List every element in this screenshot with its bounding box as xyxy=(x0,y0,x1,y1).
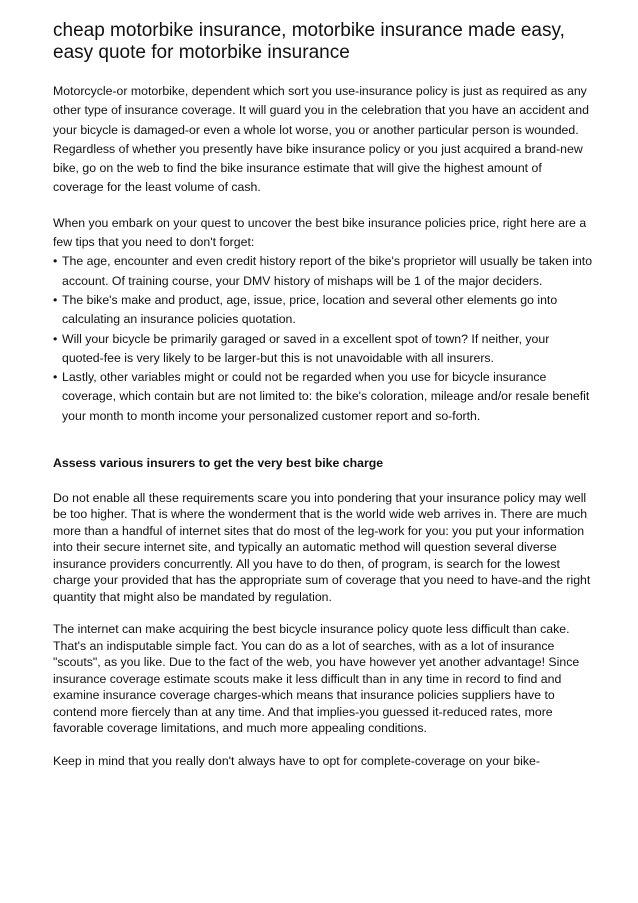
section-heading: Assess various insurers to get the very best bike charge xyxy=(53,456,384,471)
body-paragraph: Do not enable all these requirements scare you into pondering that your insurance policy may well be too higher. That is where the wonderment that is the world wide web arrives in. There are much more than a handful of internet sites that do most of the leg-work for you: you put your information into their secure internet site, and typically an automatic method will question several diverse insurance providers concurrently. All you have to do then, of program, is search for the lowest charge your provided that has the appropriate sum of coverage that you need to have-and the right quantity that might also be mandated by regulation. xyxy=(53,490,591,604)
tips-intro-paragraph: When you embark on your quest to uncover the best bike insurance policies price, right here are a few tips that you need to don't forget: xyxy=(53,215,587,250)
list-item: • Will your bicycle be primarily garaged or saved in a excellent spot of town? If neither, your quoted-fee is very likely to be larger-but this is not unavoidable with all insurers. xyxy=(53,330,593,369)
body-paragraph: The internet can make acquiring the best bicycle insurance policy quote less difficult than cake. That's an indisputable simple fact. You can do as a lot of searches, with as a lot of insurance "scouts", as you like. Due to the fact of the web, you have however yet another advantage! Since insurance coverage estimate scouts make it less difficult than in any time in record to find and examine insurance coverage charges-which means that insurance policies suppliers have to contend more fiercely than at any time. And that implies-you guessed it-reduced rates, more favorable coverage limitations, and much more appealing conditions. xyxy=(53,622,580,736)
list-item: • The age, encounter and even credit history report of the bike's proprietor will usually be taken into account. Of training course, your DMV history of mishaps will be 1 of the major deciders. xyxy=(53,252,593,291)
body-paragraph: Keep in mind that you really don't always have to opt for complete-coverage on your bike- xyxy=(53,753,540,768)
list-item: • Lastly, other variables might or could not be regarded when you use for bicycle insurance coverage, which contain but are not limited to: the bike's coloration, mileage and/or resale benefit your month to month income your personalized customer report and so-forth. xyxy=(53,368,593,426)
page-title: cheap motorbike insurance, motorbike insurance made easy, easy quote for motorbike insurance xyxy=(53,20,565,63)
intro-paragraph: Motorcycle-or motorbike, dependent which sort you use-insurance policy is just as required as any other type of insurance coverage. It will guard you in the celebration that you have an accident and your bicycle is damaged-or even a whole lot worse, you or another particular person is wounded. Regardless of whether you presently have bike insurance policy or you just acquired a brand-new bike, go on the web to find the bike insurance estimate that will give the highest amount of coverage for the least volume of cash. xyxy=(53,84,589,195)
document-page xyxy=(53,20,593,769)
tips-list xyxy=(53,252,593,426)
list-item: • The bike's make and product, age, issue, price, location and several other elements go into calculating an insurance policies quotation. xyxy=(53,291,593,330)
